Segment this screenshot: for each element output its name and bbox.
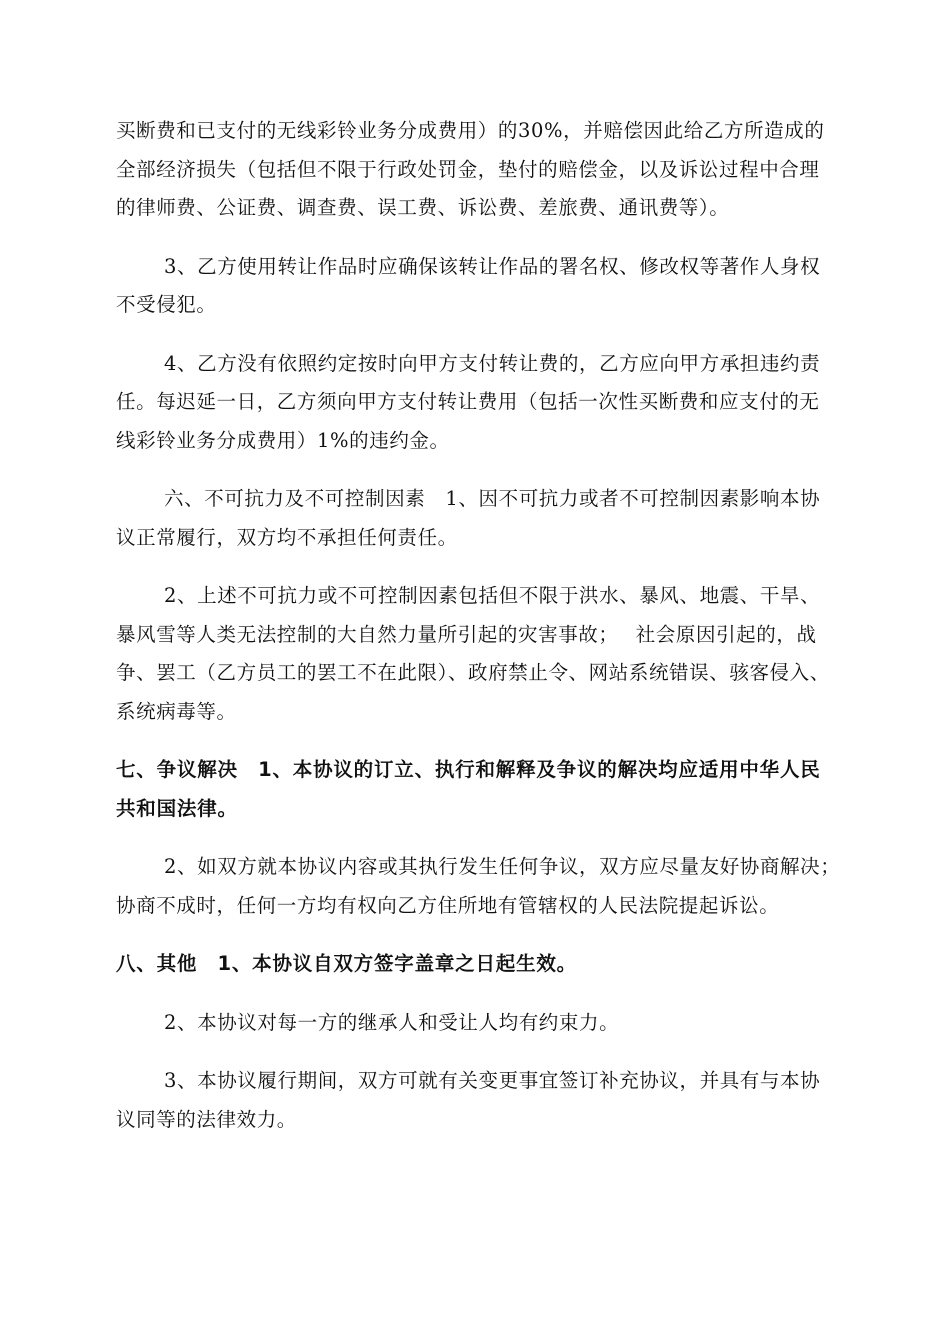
paragraph-supplementary-agreement: 3、本协议履行期间，双方可就有关变更事宜签订补充协议，并具有与本协议同等的法律效力。 [116,1069,821,1131]
paragraph-section-7-dispute-resolution: 七、争议解决 1、本协议的订立、执行和解释及争议的解决均应适用中华人民共和国法律。 [116,758,821,820]
paragraph-section-8-other: 八、其他 1、本协议自双方签字盖章之日起生效。 [116,952,577,975]
paragraph-breach-compensation: 买断费和已支付的无线彩铃业务分成费用）的30%，并赔偿因此给乙方所造成的全部经济损失（包括但不限于行政处罚金，垫付的赔偿金，以及诉讼过程中合理的律师费、公证费、调查费、误工费、诉讼费、差旅费、通讯费等）。 [116,119,825,219]
paragraph-binding-successors: 2、本协议对每一方的继承人和受让人均有约束力。 [164,1010,620,1034]
paragraph-dispute-litigation: 2、如双方就本协议内容或其执行发生任何争议，双方应尽量友好协商解决； 协商不成时，任何一方均有权向乙方住所地有管辖权的人民法院提起诉讼。 [116,855,858,917]
paragraph-clause-3-moral-rights: 3、乙方使用转让作品时应确保该转让作品的署名权、修改权等著作人身权不受侵犯。 [116,254,821,316]
paragraph-section-6-force-majeure: 六、不可抗力及不可控制因素 1、因不可抗力或者不可控制因素影响本协议正常履行，双方均不承担任何责任。 [116,487,821,549]
paragraph-clause-4-late-payment: 4、乙方没有依照约定按时向甲方支付转让费的，乙方应向甲方承担违约责任。每迟延一日，乙方须向甲方支付转让费用（包括一次性买断费和应支付的无线彩铃业务分成费用）1%的违约金。 [116,351,821,452]
document-body [116,112,858,1159]
paragraph-force-majeure-scope: 2、上述不可抗力或不可控制因素包括但不限于洪水、暴风、地震、干旱、暴风雪等人类无法控制的大自然力量所引起的灾害事故； 社会原因引起的，战争、罢工（乙方员工的罢工不在此限）、政府禁止令、网站系统错误、骇客侵入、系统病毒等。 [116,584,830,723]
